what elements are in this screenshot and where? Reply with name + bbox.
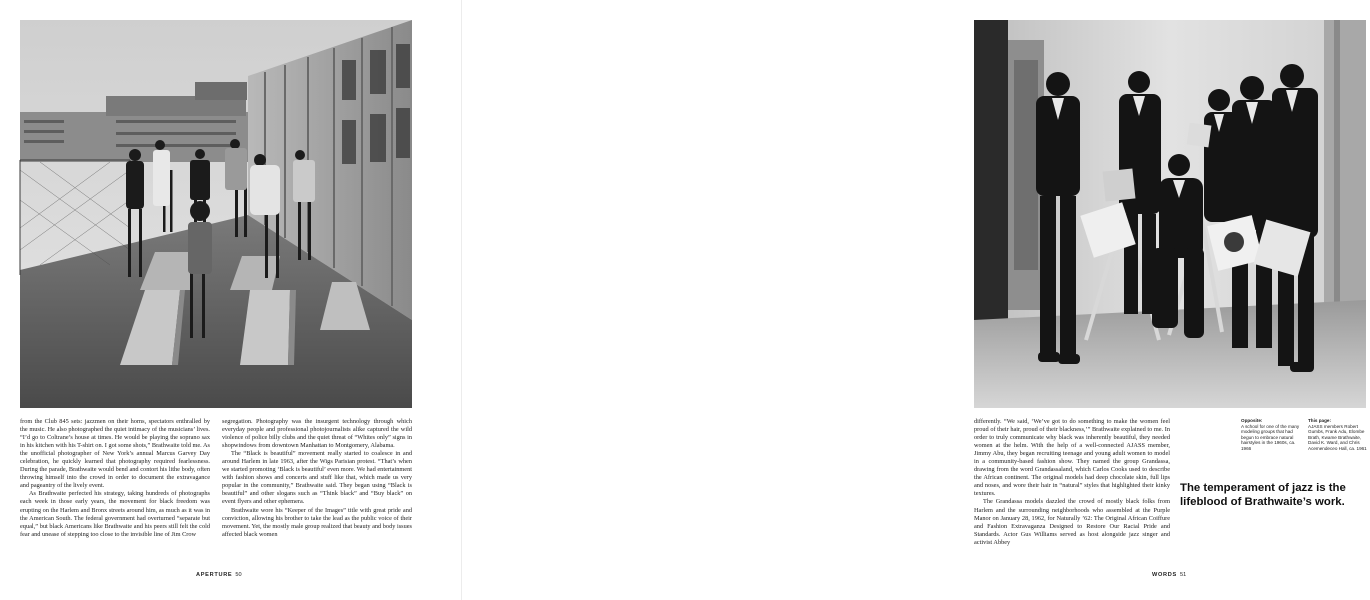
left-col2-para-3: Brathwaite wore his “Keeper of the Images” title with great pride and conviction, allowing his brother to take the lead as the public voice of their movement. Yet, the mostly male group realized that beauty and body issues affected black women <box>222 506 412 538</box>
left-column-1 <box>20 418 210 565</box>
right-col-para-1: differently. “We said, ‘We’ve got to do something to make the women feel proud of their hair, proud of their blackness,’” Brathwaite explained to me. In order to truly communicate why black was inherently beautiful, they needed women at the helm. With the help of a well-connected AJASS member, Jimmy Abu, they began recruiting teenage and young adult women to model in a community-based fashion show. They named the group Grandassa, drawing from the word Grandassaland, which Carlos Cooks used to describe the African continent. The original models had deep chocolate skin, full lips and noses, and wore their hair in “natural” styles that highlighted their kinky textures. <box>974 418 1170 498</box>
folio-left <box>196 572 242 578</box>
folio-left-name: APERTURE <box>196 572 233 578</box>
folio-left-number: 50 <box>235 572 242 578</box>
caption-this-page <box>1308 418 1368 452</box>
right-column-1 <box>974 418 1170 565</box>
caption-opposite-text: A school for one of the many modeling groups that had begun to embrace natural hairstyles in the 1960s, ca. 1966 <box>1241 423 1300 451</box>
pull-quote: The temperament of jazz is the lifeblood of Brathwaite’s work. <box>1180 482 1346 508</box>
caption-this-page-text: AJASS members Robert Gumbs, Frank Adu, Elombe Brath, Kwame Brathwaite, David K. Ward, and Chris Acemendeceo Hall, ca. 1961 <box>1308 423 1367 451</box>
caption-this-page-label: This page: <box>1308 418 1331 423</box>
folio-right-number: 51 <box>1179 572 1187 578</box>
left-col1-para-1: from the Club 845 sets: jazzmen on their horns, spectators enthralled by the music. He also photographed the quiet intimacy of the musicians’ lives. “I’d go to Coltrane’s house at times. He would be playing the soprano sax in his kitchen with his T-shirt on. I got some shots,” Brathwaite told me. As the unofficial photographer of New York’s annual Marcus Garvey Day celebration, he quickly learned that photography required fearlessness. During the parade, Brathwaite would bend and contort his lithe body, often throwing himself into the crowd in order to document the extravagance and pageantry of the lively event. <box>20 418 210 490</box>
left-col2-para-2: The “Black is beautiful” movement really started to coalesce in and around Harlem in late 1963, after the Wigs Parisian protest. “That’s when we started promoting ‘Black is beautiful’ even more. We had entertainment with fashion shows and concerts and stuff like that, which made us very popular in the community,” Brathwaite said. They began using “Black is beautiful” and other slogans such as “Think black” and “Buy black” on event flyers and other ephemera. <box>222 450 412 506</box>
folio-right <box>1152 572 1186 578</box>
photo-women-on-rooftop <box>20 20 412 408</box>
group-portrait-illustration <box>974 20 1366 408</box>
left-col2-para-1: segregation. Photography was the insurgent technology through which everyday people and professional photojournalists alike captured the wild violence of police billy clubs and the quiet threat of “Whites only” signs in shopwindows from downtown Manhattan to Montgomery, Alabama. <box>222 418 412 450</box>
left-column-2 <box>222 418 412 565</box>
rooftop-photo-illustration <box>20 20 412 408</box>
left-page <box>0 0 462 600</box>
caption-opposite <box>1241 418 1301 452</box>
right-page <box>462 0 1367 600</box>
folio-right-name: WORDS <box>1152 572 1177 578</box>
right-col-para-2: The Grandassa models dazzled the crowd of mostly black folks from Harlem and the surrounding neighborhoods who assembled at the Purple Manor on January 28, 1962, for Naturally ’62: The Original African Coiffure and Fashion Extravaganza Designed to Restore Our Racial Pride and Standards. Actor Gus Williams served as host alongside jazz singer and activist Abbey <box>974 498 1170 546</box>
caption-opposite-label: Opposite: <box>1241 418 1263 423</box>
left-col1-para-2: As Brathwaite perfected his strategy, taking hundreds of photographs each week in those early years, the movement for black freedom was erupting on the Harlem and Bronx streets around him, as much as it was in the American South. The federal government had overturned “separate but equal,” but black Americans like Brathwaite and his peers still felt the cold fear and unease of stepping too close to the invisible line of Jim Crow <box>20 490 210 538</box>
photo-men-in-suits-with-records <box>974 20 1366 408</box>
